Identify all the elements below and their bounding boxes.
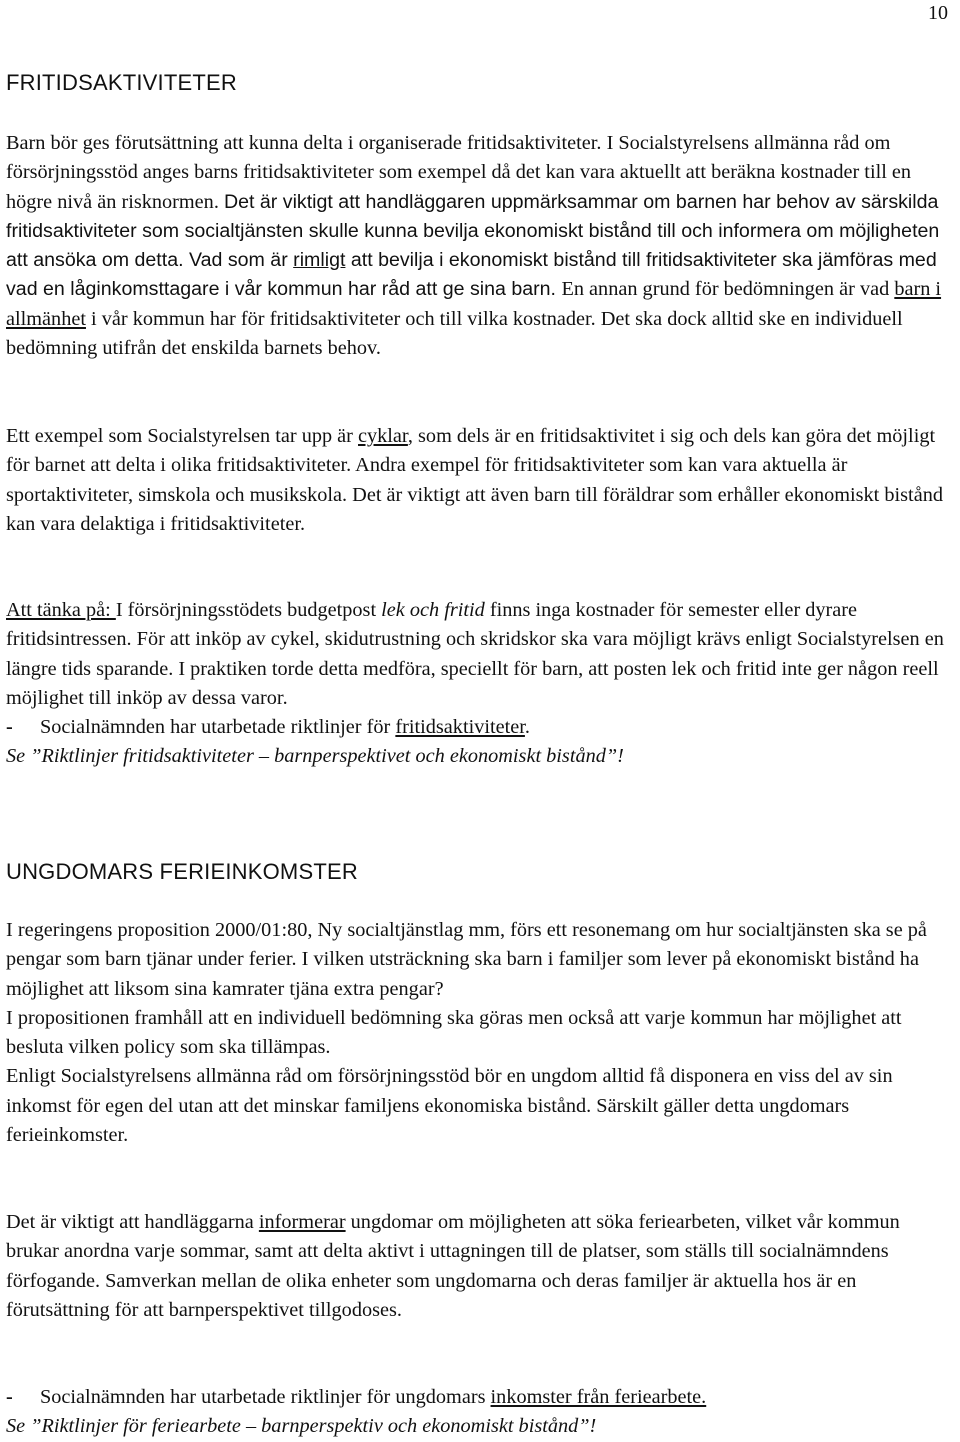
paragraph-text: En annan grund för bedömningen är vad	[561, 278, 895, 301]
bullet-dash: -	[6, 716, 13, 739]
paragraph-text: i vår kommun har för fritidsaktiviteter och till vilka kostnader.	[85, 307, 601, 330]
reference-text: Se ”Riktlinjer fritidsaktiviteter – barnperspektivet och ekonomiskt bistånd”!	[6, 745, 624, 768]
paragraph-att-tanka-pa	[6, 596, 954, 772]
paragraph-text: ungdomar om möjligheten att söka feriearbeten, vilket vår kommun brukar anordna varje sommar, samt att delta aktivt i uttagningen till de platser, som ställs till socialnämndens förfogande. Samverkan mellan de olika enheter som ungdomarna och deras familjer är aktuella hos är en förutsättning för att barnperspektivet tillgodoses.	[6, 1211, 900, 1321]
paragraph-text: I försörjningsstödets budgetpost	[115, 599, 382, 621]
bullet-text: .	[524, 716, 530, 739]
paragraph-text: Det ska dock alltid ske en individuell bedömning utifrån det enskilda barnets behov.	[6, 307, 903, 360]
paragraph-text: Det är viktigt att handläggaren uppmärksammar om barnen har behov av särskilda fritidsaktiviteter som socialtjänsten skulle kunna bevilja ekonomiskt bistånd till och informera om möjligheten att ansöka om detta. Vad som är	[6, 190, 940, 272]
paragraph-text: att bevilja i ekonomiskt bistånd till fritidsaktiviteter ska jämföras med vad en låginkomsttagare i vår kommun har råd att ge sina barn.	[6, 249, 937, 301]
page-number: 10	[928, 2, 948, 24]
bullet-text: Socialnämnden har utarbetade riktlinjer för	[40, 716, 396, 739]
bullet-dash: -	[6, 1386, 13, 1408]
section-heading-fritidsaktiviteter: FRITIDSAKTIVITETER	[6, 70, 237, 95]
paragraph-text: I regeringens proposition 2000/01:80, Ny socialtjänstlag mm, förs ett resonemang om hur socialtjänsten ska se på pengar som barn tjänar under ferier. I vilken utsträckning ska barn i familjer som lever på ekonomiskt bistånd ha möjlighet att liksom sina kamrater tjäna extra pengar?	[6, 919, 927, 1000]
paragraph-text: , som dels är en fritidsaktivitet i sig och dels kan göra det möjligt för barnet att delta i olika fritidsaktiviteter. Andra exempel för fritidsaktiviteter som kan vara aktuella är sportaktiviteter, simskola och musikskola. Det är viktigt att även barn till föräldrar som erhåller ekonomiskt bistånd kan vara delaktiga i fritidsaktiviteter.	[6, 425, 943, 535]
paragraph-text: I propositionen framhåll att en individuell bedömning ska göras men också att varje kommun har möjlighet att besluta vilken policy som ska tillämpas.	[6, 1006, 902, 1059]
paragraph-informera	[6, 1208, 954, 1325]
paragraph-text: Barn bör ges förutsättning att kunna delta i organiserade fritidsaktiviteter. I Socialstyrelsens allmänna råd om försörjningsstöd anges barns fritidsaktiviteter som exempel då det kan vara aktuellt att beräkna kostnader till en högre nivå än risknormen.	[6, 132, 912, 213]
paragraph-fritid-intro	[6, 129, 954, 363]
underlined-text: informerar	[258, 1211, 346, 1233]
underlined-text: barn i allmänhet	[6, 278, 942, 330]
paragraph-text: Det är viktigt att handläggarna	[6, 1211, 259, 1233]
paragraph-riktlinjer-feriearbete	[6, 1383, 954, 1442]
paragraph-cyklar	[6, 422, 954, 539]
section-heading-ungdomars-ferieinkomster: UNGDOMARS FERIEINKOMSTER	[6, 859, 358, 884]
reference-text: Se ”Riktlinjer för feriearbete – barnperspektiv och ekonomiskt bistånd”!	[6, 1415, 597, 1438]
bullet-text: Socialnämnden har utarbetade riktlinjer för ungdomars	[40, 1386, 491, 1408]
paragraph-text: Enligt Socialstyrelsens allmänna råd om försörjningsstöd bör en ungdom alltid få disponera en viss del av sin inkomst för egen del utan att det minskar familjens ekonomiska bistånd. Särskilt gäller detta ungdomars ferieinkomster.	[6, 1065, 893, 1147]
underlined-text: inkomster från feriearbete.	[490, 1386, 707, 1408]
italic-text: lek och fritid	[381, 599, 485, 621]
paragraph-proposition	[6, 916, 954, 1150]
underlined-text: rimligt	[293, 249, 346, 272]
underlined-text: cyklar	[358, 425, 408, 447]
underlined-text: fritidsaktiviteter	[395, 716, 525, 739]
paragraph-text: Ett exempel som Socialstyrelsen tar upp är	[6, 425, 359, 447]
paragraph-text: finns inga kostnader för semester eller dyrare fritidsintressen. För att inköp av cykel, skidutrustning och skridskor ska vara möjligt krävs enligt Socialstyrelsen en längre tids sparande. I praktiken torde detta medföra, speciellt för barn, att posten lek och fritid inte ger någon reell möjlighet till inköp av dessa varor.	[6, 599, 944, 709]
underlined-text: Att tänka på:	[6, 599, 116, 621]
